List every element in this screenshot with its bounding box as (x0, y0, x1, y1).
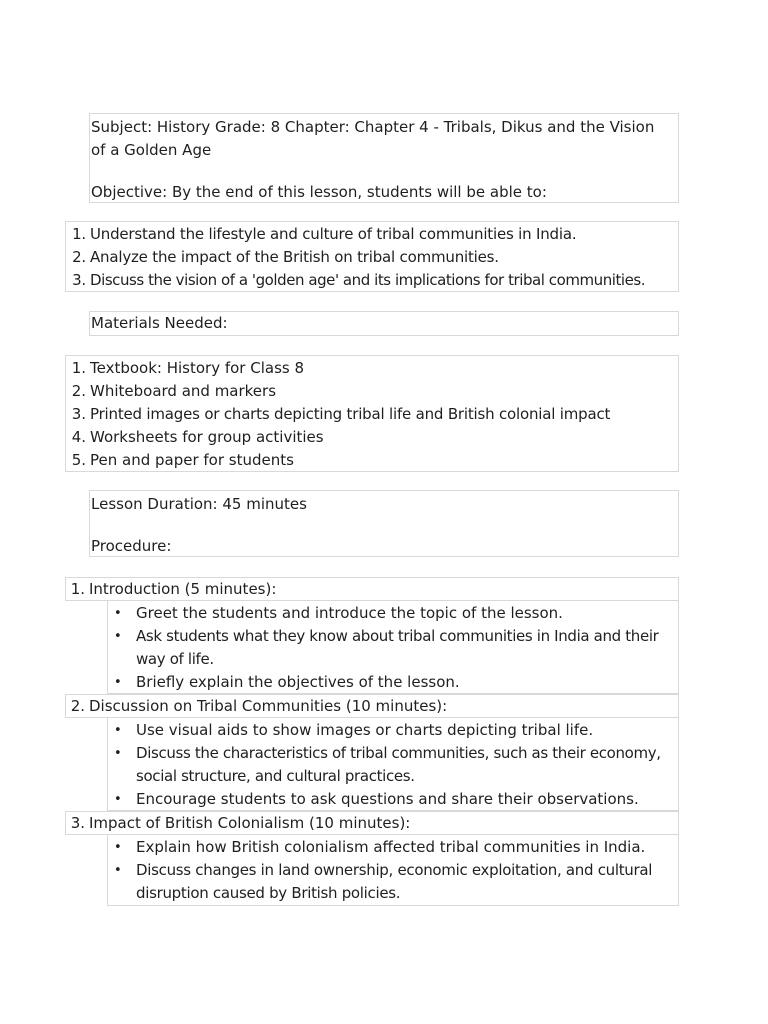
list-text: Printed images or charts depicting tribal life and British colonial impact (90, 405, 611, 423)
lesson-header-box (89, 113, 679, 203)
step-number: 3. (70, 814, 85, 832)
materials-heading-box (89, 311, 679, 336)
procedure-heading: Procedure: (91, 537, 172, 555)
list-number: 2. (72, 248, 86, 266)
bullet-item (108, 625, 678, 671)
objective-line: Objective: By the end of this lesson, students will be able to: (91, 183, 547, 201)
bullet-text: Briefly explain the objectives of the lesson. (136, 673, 460, 691)
procedure-step-3-bullets (107, 834, 679, 906)
list-number: 1. (71, 359, 86, 377)
list-text: Textbook: History for Class 8 (90, 359, 305, 377)
materials-list (65, 355, 679, 472)
bullet-item (108, 859, 678, 905)
bullet-item (108, 719, 678, 742)
bullet-text: Greet the students and introduce the topic of the lesson. (136, 604, 563, 622)
list-item (66, 426, 678, 449)
bullet-item (108, 788, 678, 811)
list-item (66, 380, 678, 403)
procedure-step-1 (65, 577, 679, 601)
list-text: Pen and paper for students (90, 451, 294, 469)
bullet-item (108, 671, 678, 694)
list-number: 4. (71, 428, 86, 446)
procedure-step-2-bullets (107, 717, 679, 811)
duration-box (89, 490, 679, 557)
list-number: 2. (71, 382, 86, 400)
step-number: 2. (70, 697, 85, 715)
list-item (66, 269, 678, 292)
bullet-icon: • (114, 792, 122, 807)
materials-heading: Materials Needed: (91, 314, 228, 332)
bullet-icon: • (114, 606, 122, 621)
objectives-list (65, 221, 679, 292)
bullet-text: Ask students what they know about tribal communities in India and their way of life. (136, 627, 659, 668)
bullet-text: Discuss changes in land ownership, economic exploitation, and cultural disruption caused by British policies. (136, 861, 653, 902)
bullet-icon: • (114, 863, 122, 878)
bullet-text: Encourage students to ask questions and share their observations. (136, 790, 639, 808)
list-item (66, 357, 678, 380)
list-text: Understand the lifestyle and culture of tribal communities in India. (90, 225, 577, 243)
list-text: Whiteboard and markers (90, 382, 277, 400)
bullet-item (108, 742, 678, 788)
procedure-step-3 (65, 811, 679, 835)
list-item (66, 449, 678, 472)
bullet-text: Explain how British colonialism affected tribal communities in India. (136, 838, 646, 856)
step-title: Impact of British Colonialism (10 minutes): (89, 814, 411, 832)
step-number: 1. (70, 580, 85, 598)
list-number: 5. (71, 451, 86, 469)
list-item (66, 223, 678, 246)
bullet-icon: • (114, 746, 122, 761)
list-text: Analyze the impact of the British on tribal communities. (90, 248, 499, 266)
list-text: Worksheets for group activities (90, 428, 324, 446)
list-number: 3. (72, 271, 86, 289)
step-title: Discussion on Tribal Communities (10 minutes): (89, 697, 448, 715)
bullet-text: Use visual aids to show images or charts depicting tribal life. (136, 721, 594, 739)
bullet-item (108, 836, 678, 859)
procedure-step-2 (65, 694, 679, 718)
list-item (66, 403, 678, 426)
bullet-item (108, 602, 678, 625)
bullet-text: Discuss the characteristics of tribal communities, such as their economy, social structure, and cultural practices. (136, 744, 661, 785)
bullet-icon: • (114, 840, 122, 855)
procedure-step-1-bullets (107, 600, 679, 694)
bullet-icon: • (114, 723, 122, 738)
subject-line: Subject: History Grade: 8 Chapter: Chapter 4 - Tribals, Dikus and the Vision of a Golden Age (91, 118, 655, 159)
list-item (66, 246, 678, 269)
list-number: 3. (71, 405, 86, 423)
list-text: Discuss the vision of a 'golden age' and its implications for tribal communities. (90, 271, 646, 289)
duration-line: Lesson Duration: 45 minutes (91, 495, 307, 513)
bullet-icon: • (114, 629, 122, 644)
list-number: 1. (72, 225, 86, 243)
step-title: Introduction (5 minutes): (89, 580, 277, 598)
bullet-icon: • (114, 675, 122, 690)
